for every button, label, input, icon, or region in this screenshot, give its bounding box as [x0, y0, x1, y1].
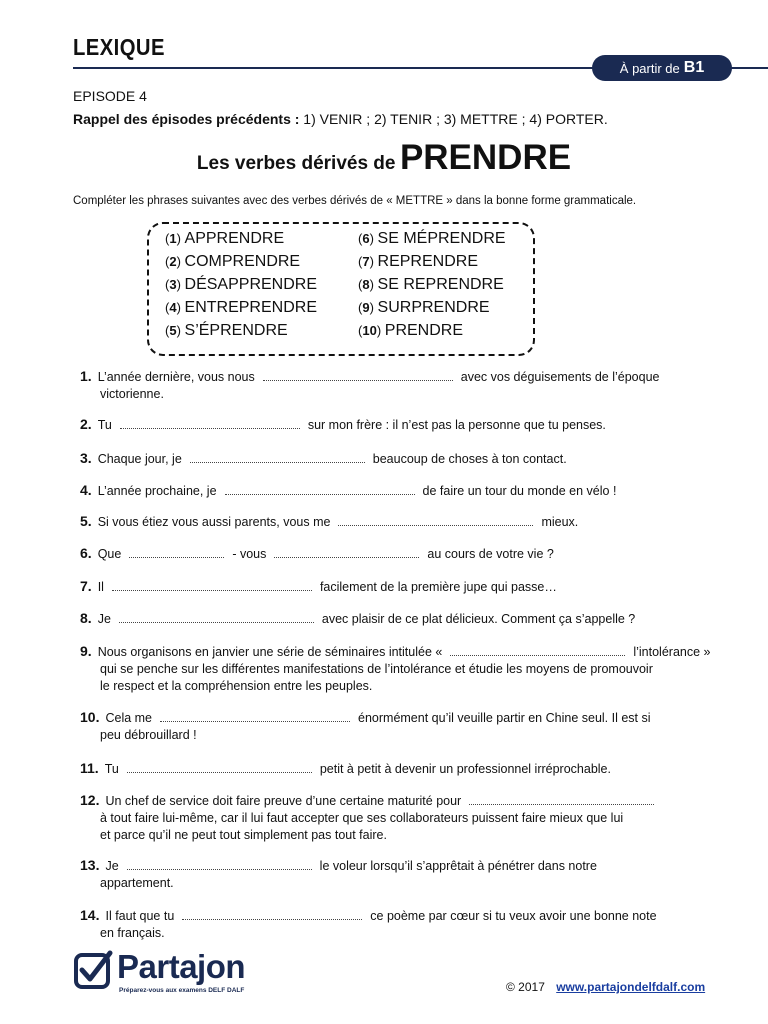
question-7 — [80, 578, 720, 596]
question-text-continuation-2: le respect et la compréhension entre les peuples. — [100, 679, 373, 693]
question-text-start: Cela me — [105, 711, 153, 725]
verb-word: APPRENDRE — [184, 230, 285, 247]
question-text-continuation: appartement. — [100, 876, 174, 890]
verb-number: (3) — [165, 277, 185, 292]
answer-blank[interactable] — [120, 418, 300, 429]
question-3 — [80, 450, 720, 468]
question-text-continuation: en français. — [100, 926, 165, 940]
question-10 — [80, 709, 720, 744]
verb-word: S’ÉPRENDRE — [184, 322, 288, 339]
question-text-continuation-2: et parce qu’il ne peut tout simplement pas tout faire. — [100, 828, 387, 842]
verb-number: (1) — [165, 231, 185, 246]
question-14 — [80, 907, 720, 942]
website-link[interactable]: www.partajondelfdalf.com — [556, 980, 706, 994]
answer-blank[interactable] — [225, 484, 415, 495]
verb-number: (9) — [358, 300, 378, 315]
verb-number: (7) — [358, 254, 378, 269]
question-5 — [80, 513, 720, 531]
question-text-start: Que — [97, 547, 122, 561]
question-number: 1. — [80, 368, 92, 384]
question-number: 14. — [80, 907, 100, 923]
question-text-start: Tu — [97, 418, 112, 432]
question-number: 3. — [80, 450, 92, 466]
recall-label: Rappel des épisodes précédents : — [73, 111, 300, 127]
question-text-end: le voleur lorsqu’il s’apprêtait à pénétrer dans notre — [319, 859, 597, 873]
question-text-start: L’année prochaine, je — [97, 484, 217, 498]
answer-blank[interactable] — [182, 909, 362, 920]
question-text-end: beaucoup de choses à ton contact. — [372, 452, 567, 466]
logo-tagline: Préparez-vous aux examens DELF DALF — [119, 987, 245, 994]
question-text-end: de faire un tour du monde en vélo ! — [422, 484, 617, 498]
verb-number: (4) — [165, 300, 185, 315]
verb-item-8 — [358, 276, 504, 294]
question-text-end: ce poème par cœur si tu veux avoir une bonne note — [370, 909, 657, 923]
question-number: 5. — [80, 513, 92, 529]
checkbox-icon — [73, 950, 113, 990]
question-text-start: Nous organisons en janvier une série de séminaires intitulée « — [97, 645, 443, 659]
verb-item-2 — [165, 253, 300, 271]
level-badge-level: B1 — [683, 59, 705, 76]
answer-blank[interactable] — [263, 370, 453, 381]
instruction-text: Compléter les phrases suivantes avec des verbes dérivés de « METTRE » dans la bonne forme grammaticale. — [73, 195, 637, 207]
question-text-end: avec plaisir de ce plat délicieux. Comment ça s’appelle ? — [321, 612, 636, 626]
answer-blank[interactable] — [112, 580, 312, 591]
title-prefix: Les verbes dérivés de — [196, 153, 396, 174]
verb-item-3 — [165, 276, 317, 294]
episode-label: EPISODE 4 — [73, 88, 147, 104]
question-number: 6. — [80, 545, 92, 561]
question-text-end: au cours de votre vie ? — [427, 547, 554, 561]
level-badge-prefix: À partir de — [619, 60, 680, 76]
verb-word: REPRENDRE — [377, 253, 478, 270]
verb-word: ENTREPRENDRE — [184, 299, 317, 316]
question-number: 10. — [80, 709, 100, 725]
question-text-end: sur mon frère : il n’est pas la personne que tu penses. — [307, 418, 606, 432]
verb-item-5 — [165, 322, 288, 340]
copyright-line — [506, 980, 705, 994]
question-text-continuation: qui se penche sur les différentes manifestations de l’intolérance et étudie les moyens de promouvoir — [100, 662, 653, 676]
question-number: 9. — [80, 643, 92, 659]
verb-word: PRENDRE — [384, 322, 463, 339]
verb-number: (5) — [165, 323, 185, 338]
question-text-end: facilement de la première jupe qui passe… — [319, 580, 557, 594]
copyright-text: © 2017 — [506, 980, 545, 994]
question-text-start: Chaque jour, je — [97, 452, 182, 466]
title-verb: PRENDRE — [399, 138, 572, 177]
question-13 — [80, 857, 720, 892]
question-text-start: Je — [105, 859, 119, 873]
page-category-title: LEXIQUE — [73, 34, 165, 60]
question-text-start: Il — [97, 580, 104, 594]
recall-line — [73, 111, 608, 127]
question-number: 11. — [80, 760, 99, 776]
verb-item-4 — [165, 299, 317, 317]
answer-blank[interactable] — [160, 711, 350, 722]
verb-item-1 — [165, 230, 284, 248]
question-number: 2. — [80, 416, 92, 432]
question-text-continuation: peu débrouillard ! — [100, 728, 197, 742]
question-text-start: Si vous étiez vous aussi parents, vous me — [97, 515, 331, 529]
question-number: 4. — [80, 482, 92, 498]
question-11 — [80, 760, 720, 778]
question-text-end: l’intolérance » — [633, 645, 711, 659]
question-text-start: L’année dernière, vous nous — [97, 370, 255, 384]
answer-blank[interactable] — [190, 452, 365, 463]
verb-word: SURPRENDRE — [377, 299, 490, 316]
question-number: 8. — [80, 610, 92, 626]
page-title — [0, 138, 768, 178]
answer-blank[interactable] — [450, 645, 625, 656]
question-text-start: Il faut que tu — [105, 909, 175, 923]
question-12 — [80, 792, 720, 844]
answer-blank[interactable] — [127, 762, 312, 773]
answer-blank[interactable] — [469, 794, 654, 805]
verb-number: (10) — [358, 323, 385, 338]
logo-name: Partajon — [117, 948, 246, 985]
level-badge — [592, 55, 732, 81]
answer-blank[interactable] — [274, 547, 419, 558]
question-text-end: avec vos déguisements de l’époque — [460, 370, 660, 384]
question-2 — [80, 416, 720, 434]
question-text-middle: - vous — [232, 547, 267, 561]
question-number: 12. — [80, 792, 100, 808]
verb-item-10 — [358, 322, 463, 340]
question-text-start: Je — [97, 612, 111, 626]
question-text-continuation: à tout faire lui-même, car il lui faut accepter que ses collaborateurs puissent faire mieux que lui — [100, 811, 624, 825]
question-text-end: petit à petit à devenir un professionnel irréprochable. — [319, 762, 611, 776]
answer-blank[interactable] — [129, 547, 224, 558]
verb-word: DÉSAPPRENDRE — [184, 276, 318, 293]
verb-item-6 — [358, 230, 506, 248]
question-text-start: Tu — [104, 762, 119, 776]
verb-word: COMPRENDRE — [184, 253, 301, 270]
question-text-continuation: victorienne. — [100, 387, 164, 401]
question-text-start: Un chef de service doit faire preuve d’une certaine maturité pour — [105, 794, 462, 808]
question-9 — [80, 643, 720, 695]
question-number: 7. — [80, 578, 92, 594]
verb-item-7 — [358, 253, 478, 271]
question-text-end: énormément qu’il veuille partir en Chine seul. Il est si — [358, 711, 651, 725]
answer-blank[interactable] — [119, 612, 314, 623]
question-6 — [80, 545, 720, 563]
verb-number: (2) — [165, 254, 185, 269]
verb-number: (8) — [358, 277, 378, 292]
question-8 — [80, 610, 720, 628]
recall-text: 1) VENIR ; 2) TENIR ; 3) METTRE ; 4) PORTER. — [303, 111, 608, 127]
question-4 — [80, 482, 720, 500]
verb-word: SE MÉPRENDRE — [377, 230, 506, 247]
verb-number: (6) — [358, 231, 378, 246]
answer-blank[interactable] — [127, 859, 312, 870]
verb-word: SE REPRENDRE — [377, 276, 504, 293]
question-number: 13. — [80, 857, 100, 873]
question-text-end: mieux. — [541, 515, 579, 529]
verb-item-9 — [358, 299, 490, 317]
question-1 — [80, 368, 720, 403]
answer-blank[interactable] — [338, 515, 533, 526]
